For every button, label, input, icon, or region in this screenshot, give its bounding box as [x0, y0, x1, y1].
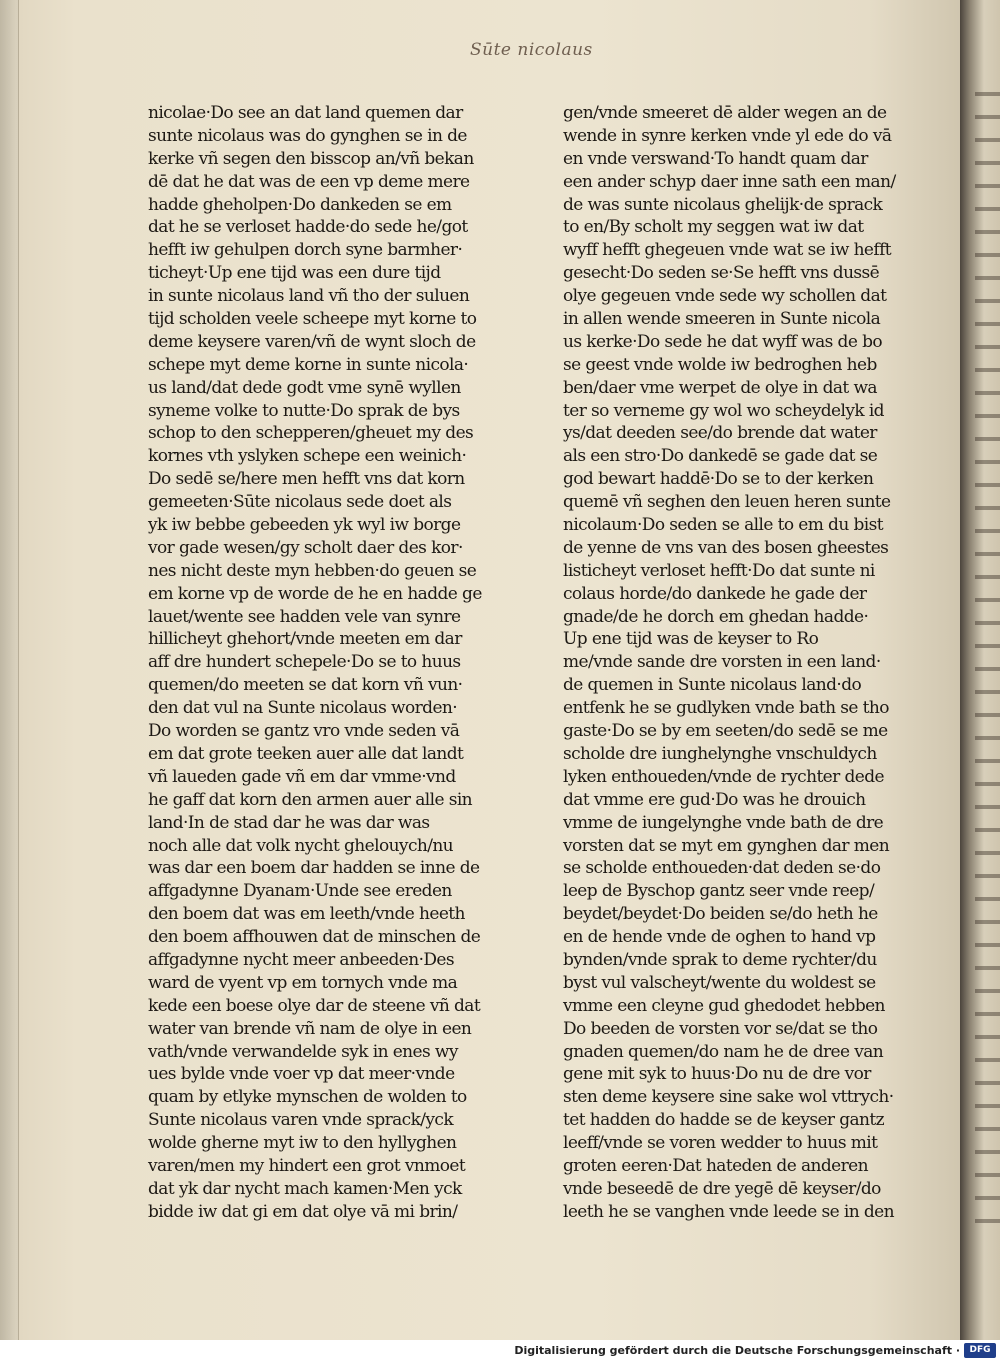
- text-line: vor gade wesen/gy scholt daer des kor·: [148, 537, 463, 558]
- text-line: bidde iw dat gi em dat olye vā mi brin/: [148, 1201, 458, 1222]
- text-line: kornes vth yslyken schepe een weinich·: [148, 446, 467, 467]
- text-line: schepe myt deme korne in sunte nicola·: [148, 354, 469, 375]
- text-line: kerke vñ segen den bisscop an/vñ bekan: [148, 148, 474, 169]
- text-line: lyken enthoueden/vnde de rychter dede: [563, 766, 884, 787]
- text-line: sunte nicolaus was do gynghen se in de: [148, 125, 467, 146]
- text-line: den boem affhouwen dat de minschen de: [148, 927, 481, 948]
- text-line: dat he se verloset hadde·do sede he/got: [148, 217, 468, 238]
- text-line: beydet/beydet·Do beiden se/do heth he: [563, 904, 878, 925]
- text-line: en vnde verswand·To handt quam dar: [563, 148, 868, 169]
- left-column: [148, 102, 493, 1224]
- right-column: [563, 102, 908, 1224]
- text-line: de quemen in Sunte nicolaus land·do: [563, 675, 862, 696]
- text-line: leeff/vnde se voren wedder to huus mit: [563, 1133, 878, 1154]
- text-line: deme keysere varen/vñ de wynt sloch de: [148, 331, 476, 352]
- text-line: den dat vul na Sunte nicolaus worden·: [148, 698, 458, 719]
- dfg-logo: DFG: [964, 1343, 996, 1358]
- text-line: gaste·Do se by em seeten/do sedē se me: [563, 721, 888, 742]
- text-line: affgadynne nycht meer anbeeden·Des: [148, 949, 455, 970]
- text-line: gesecht·Do seden se·Se hefft vns dussē: [563, 263, 880, 284]
- text-line: ben/daer vme werpet de olye in dat wa: [563, 377, 877, 398]
- text-line: quam by etlyke mynschen de wolden to: [148, 1087, 467, 1108]
- text-line: colaus horde/do dankede he gade der: [563, 583, 867, 604]
- text-line: ter so verneme gy wol wo scheydelyk id: [563, 400, 884, 421]
- text-line: wolde gherne myt iw to den hyllyghen: [148, 1133, 457, 1154]
- text-line: ward de vyent vp em tornych vnde ma: [148, 972, 458, 993]
- text-line: tet hadden do hadde se de keyser gantz: [563, 1110, 884, 1131]
- text-line: dat vmme ere gud·Do was he drouich: [563, 789, 866, 810]
- text-line: bynden/vnde sprak to deme rychter/du: [563, 949, 877, 970]
- text-line: dat yk dar nycht mach kamen·Men yck: [148, 1178, 462, 1199]
- text-line: entfenk he se gudlyken vnde bath se tho: [563, 698, 889, 719]
- funding-credit: Digitalisierung gefördert durch die Deutsche Forschungsgemeinschaft ·: [514, 1344, 960, 1357]
- text-line: syneme volke to nutte·Do sprak de bys: [148, 400, 460, 421]
- text-line: quemen/do meeten se dat korn vñ vun·: [148, 675, 463, 696]
- text-line: se scholde enthoueden·dat deden se·do: [563, 858, 881, 879]
- text-line: gnaden quemen/do nam he de dree van: [563, 1041, 884, 1062]
- text-line: als een stro·Do dankedē se gade dat se: [563, 446, 878, 467]
- text-line: varen/men my hindert een grot vnmoet: [148, 1155, 466, 1176]
- text-line: olye gegeuen vnde sede wy schollen dat: [563, 286, 887, 307]
- text-line: hillicheyt ghehort/vnde meeten em dar: [148, 629, 462, 650]
- text-line: noch alle dat volk nycht ghelouych/nu: [148, 835, 454, 856]
- text-line: leep de Byschop gantz seer vnde reep/: [563, 881, 875, 902]
- text-line: ticheyt·Up ene tijd was een dure tijd: [148, 263, 441, 284]
- text-line: Sunte nicolaus varen vnde sprack/yck: [148, 1110, 454, 1131]
- text-line: gen/vnde smeeret dē alder wegen an de: [563, 103, 887, 123]
- text-line: god bewart haddē·Do se to der kerken: [563, 469, 874, 490]
- text-line: se geest vnde wolde iw bedroghen heb: [563, 354, 877, 375]
- text-line: ys/dat deeden see/do brende dat water: [563, 423, 877, 444]
- footer-bar: [0, 1340, 1000, 1362]
- text-line: vnde beseedē de dre yegē dē keyser/do: [563, 1178, 881, 1199]
- text-line: us kerke·Do sede he dat wyff was de bo: [563, 331, 883, 352]
- text-line: em dat grote teeken auer alle dat landt: [148, 743, 464, 764]
- text-line: in allen wende smeeren in Sunte nicola: [563, 309, 881, 330]
- text-line: wyff hefft ghegeuen vnde wat se iw hefft: [563, 240, 891, 261]
- text-line: us land/dat dede godt vme synē wyllen: [148, 377, 461, 398]
- text-line: gnade/de he dorch em ghedan hadde·: [563, 606, 869, 627]
- text-line: leeth he se vanghen vnde leede se in den: [563, 1201, 894, 1222]
- text-line: tijd scholden veele scheepe myt korne to: [148, 309, 477, 330]
- text-line: gene mit syk to huus·Do nu de dre vor: [563, 1064, 871, 1085]
- text-line: sten deme keysere sine sake wol vttrych·: [563, 1087, 894, 1108]
- text-line: Do sedē se/here men hefft vns dat korn: [148, 469, 465, 490]
- text-line: he gaff dat korn den armen auer alle sin: [148, 789, 473, 810]
- marginal-note: Sūte nicolaus: [470, 40, 593, 60]
- text-line: me/vnde sande dre vorsten in een land·: [563, 652, 881, 673]
- text-line: wende in synre kerken vnde yl ede do vā: [563, 125, 892, 146]
- text-line: gemeeten·Sūte nicolaus sede doet als: [148, 492, 452, 513]
- text-line: yk iw bebbe gebeeden yk wyl iw borge: [148, 515, 461, 536]
- text-line: kede een boese olye dar de steene vñ dat: [148, 995, 481, 1016]
- facing-page-text: [975, 80, 1000, 1240]
- text-line: scholde dre iunghelynghe vnschuldych: [563, 743, 877, 764]
- text-line: Up ene tijd was de keyser to Ro: [563, 629, 819, 650]
- text-line: aff dre hundert schepele·Do se to huus: [148, 652, 461, 673]
- text-line: in sunte nicolaus land vñ tho der suluen: [148, 286, 470, 307]
- text-line: ues bylde vnde voer vp dat meer·vnde: [148, 1064, 455, 1085]
- text-line: vath/vnde verwandelde syk in enes wy: [148, 1041, 458, 1062]
- text-line: dē dat he dat was de een vp deme mere: [148, 171, 470, 192]
- text-line: een ander schyp daer inne sath een man/: [563, 171, 896, 192]
- text-line: em korne vp de worde de he en hadde ge: [148, 583, 482, 604]
- text-line: de was sunte nicolaus ghelijk·de sprack: [563, 194, 883, 215]
- text-line: byst vul valscheyt/wente du woldest se: [563, 972, 876, 993]
- text-line: hefft iw gehulpen dorch syne barmher·: [148, 240, 463, 261]
- text-line: lauet/wente see hadden vele van synre: [148, 606, 461, 627]
- text-line: vorsten dat se myt em gynghen dar men: [563, 835, 890, 856]
- text-line: listicheyt verloset hefft·Do dat sunte ni: [563, 560, 875, 581]
- text-line: Do beeden de vorsten vor se/dat se tho: [563, 1018, 878, 1039]
- text-line: water van brende vñ nam de olye in een: [148, 1018, 472, 1039]
- text-line: nes nicht deste myn hebben·do geuen se: [148, 560, 477, 581]
- text-line: de yenne de vns van des bosen gheestes: [563, 537, 889, 558]
- text-line: nicolaum·Do seden se alle to em du bist: [563, 515, 883, 536]
- text-line: to en/By scholt my seggen wat iw dat: [563, 217, 864, 238]
- text-line: land·In de stad dar he was dar was: [148, 812, 430, 833]
- text-line: Do worden se gantz vro vnde seden vā: [148, 721, 460, 742]
- text-line: schop to den schepperen/gheuet my des: [148, 423, 474, 444]
- text-line: groten eeren·Dat hateden de anderen: [563, 1155, 868, 1176]
- text-line: vmme de iungelynghe vnde bath de dre: [563, 812, 884, 833]
- text-line: vmme een cleyne gud ghedodet hebben: [563, 995, 885, 1016]
- text-line: affgadynne Dyanam·Unde see ereden: [148, 881, 452, 902]
- text-line: quemē vñ seghen den leuen heren sunte: [563, 492, 891, 513]
- text-line: en de hende vnde de oghen to hand vp: [563, 927, 876, 948]
- text-line: nicolae·Do see an dat land quemen dar: [148, 103, 463, 123]
- text-line: den boem dat was em leeth/vnde heeth: [148, 904, 465, 925]
- text-line: was dar een boem dar hadden se inne de: [148, 858, 480, 879]
- text-line: hadde gheholpen·Do dankeden se em: [148, 194, 452, 215]
- text-line: vñ laueden gade vñ em dar vmme·vnd: [148, 766, 456, 787]
